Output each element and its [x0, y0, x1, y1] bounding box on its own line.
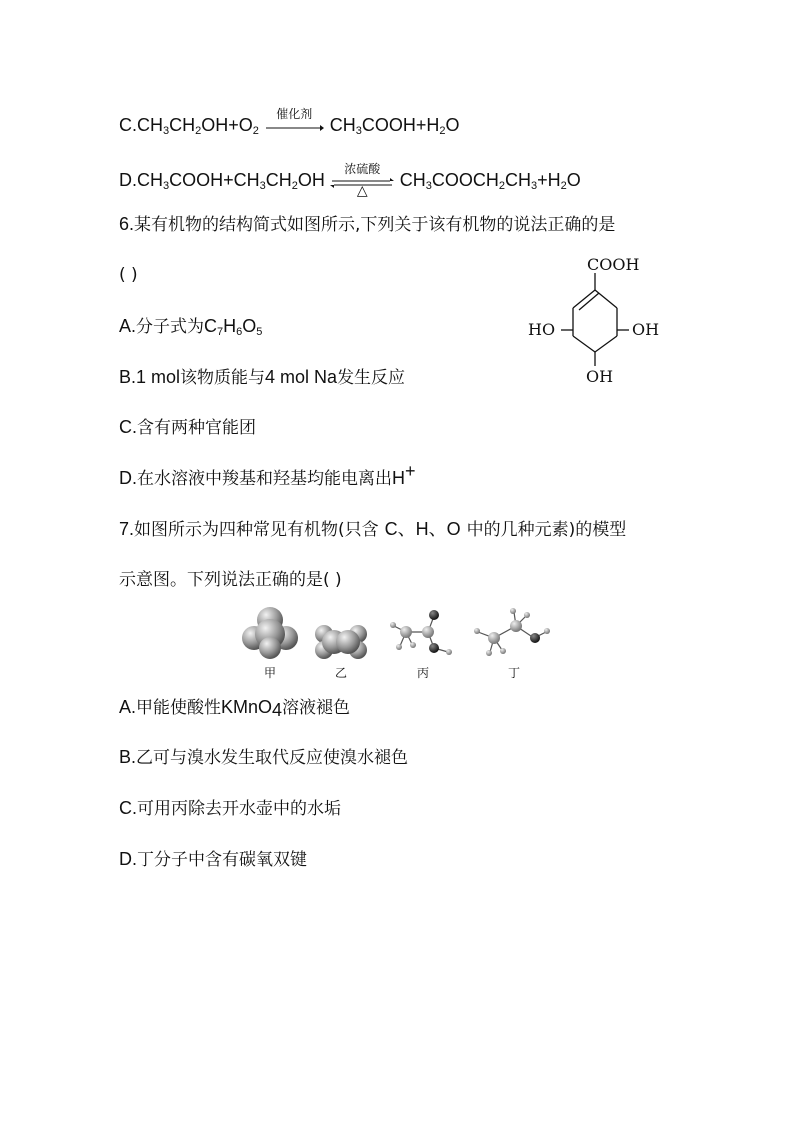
- q5-d-condition-top: 浓硫酸: [344, 162, 381, 176]
- q5-option-d: [119, 162, 581, 199]
- oh-right-label: OH: [632, 320, 660, 339]
- q6-option-a: A.分子式为$C_7H_6O_5$: [119, 316, 263, 338]
- q7-option-b: B.乙可与溴水发生取代反应使溴水褪色: [119, 747, 409, 768]
- q7-number: 7.: [119, 519, 135, 539]
- q7-models-figure: [240, 600, 560, 682]
- q6-blank: [119, 264, 138, 286]
- label-jia: 甲: [264, 666, 277, 680]
- methane-model: [242, 607, 298, 659]
- q5-d-reactants: $D.CH_3COOH+CH_3CH_2OH$: [119, 170, 325, 192]
- q5-c-products: $CH_3COOH+H_2O$: [329, 115, 460, 137]
- q6-number: 6.: [119, 214, 135, 234]
- q5-d-condition-bottom: △: [356, 183, 368, 199]
- q7-stem-line2: 示意图。下列说法正确的是( ): [119, 570, 342, 590]
- oh-bottom-label: OH: [586, 367, 614, 386]
- ho-left-label: HO: [528, 320, 556, 339]
- q6-option-c: C.含有两种官能团: [119, 417, 256, 438]
- ethanol-model: [474, 608, 550, 656]
- q5-c-arrow: [264, 107, 324, 133]
- q6-answer-blank: ( ): [119, 265, 138, 285]
- q6-structure: [525, 252, 665, 392]
- acetic-acid-model: [390, 610, 452, 655]
- q6-stem: [119, 213, 615, 236]
- label-yi: 乙: [335, 666, 348, 680]
- cooh-label: COOH: [587, 255, 640, 274]
- q6-option-b: B.1 mol该物质能与4 mol Na发生反应: [119, 367, 406, 388]
- q5-option-c: [119, 107, 460, 137]
- label-bing: 丙: [417, 666, 430, 680]
- q5-d-products: $CH_3COOCH_2CH_3+H_2O$: [399, 170, 581, 192]
- q5-c-condition: 催化剂: [276, 107, 313, 121]
- q5-d-arrow: [330, 162, 394, 199]
- q6-option-d: D.在水溶液中羧基和羟基均能电离出H+: [119, 461, 416, 489]
- q7-option-d: D.丁分子中含有碳氧双键: [119, 849, 307, 870]
- q7-option-c: C.可用丙除去开水壶中的水垢: [119, 798, 341, 819]
- label-ding: 丁: [508, 666, 521, 680]
- q7-option-a: A.甲能使酸性KMnO$_4$溶液褪色: [119, 697, 351, 720]
- q7-stem-line1: 7.如图所示为四种常见有机物(只含 C、H、O 中的几种元素)的模型: [119, 519, 627, 540]
- q6-stem-text: 某有机物的结构简式如图所示,下列关于该有机物的说法正确的是: [134, 215, 616, 235]
- q5-c-equation: $C.CH_3CH_2OH+O_2$: [119, 115, 259, 137]
- ethylene-model: [315, 625, 367, 659]
- molecular-formula: $C_7H_6O_5$: [204, 316, 263, 338]
